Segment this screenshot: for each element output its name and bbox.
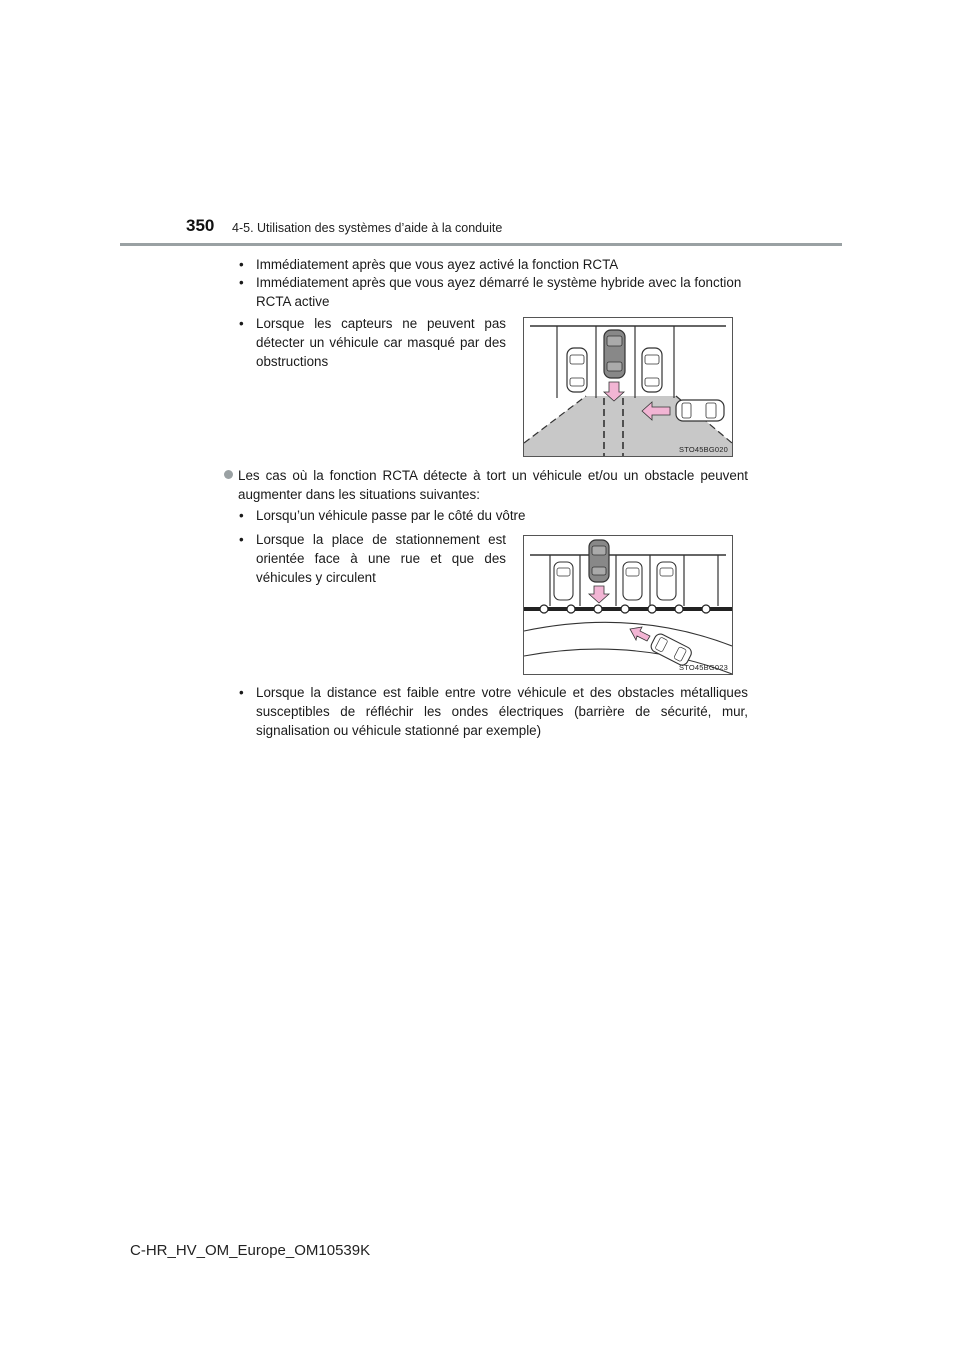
section-title: 4-5. Utilisation des systèmes d’aide à la conduite [232, 221, 503, 235]
parked-car [657, 562, 676, 600]
bullet-item [236, 314, 506, 371]
bullet-icon: • [239, 508, 244, 523]
figure-code: STO45BG023 [679, 663, 728, 672]
bullet-item [236, 255, 748, 274]
bullet-text: Lorsque les capteurs ne peuvent pas détecter un véhicule car masqué par des obstructions [256, 316, 506, 369]
bullet-icon: • [239, 532, 244, 547]
bullet-item [236, 506, 748, 525]
parked-car [554, 562, 573, 600]
figure-rcta-obstruction [523, 317, 733, 457]
bullet-icon: • [239, 685, 244, 700]
document-id: C-HR_HV_OM_Europe_OM10539K [130, 1242, 371, 1259]
bullet-icon: • [239, 275, 244, 290]
bullet-text: Lorsque la distance est faible entre votre véhicule et des obstacles métalliques susceptibles de réfléchir les ondes électriques (barrière de sécurité, mur, signalisation ou véhicule stationné par exemple) [256, 685, 748, 738]
figure-rcta-obstruction-drawing [524, 318, 732, 456]
own-car [589, 540, 609, 582]
figure-code: STO45BG020 [679, 445, 728, 454]
bullet-item [236, 530, 506, 587]
parked-car-right [642, 348, 662, 392]
figure-rcta-street [523, 535, 733, 675]
bullet-text: Lorsque la place de stationnement est orientée face à une rue et que des véhicules y circulent [256, 532, 506, 585]
own-car [604, 330, 625, 378]
page-number: 350 [186, 216, 215, 235]
bullet-icon: • [239, 316, 244, 331]
header-rule [120, 243, 842, 246]
section-intro: Les cas où la fonction RCTA détecte à tort un véhicule et/ou un obstacle peuvent augmenter dans les situations suivantes: [238, 468, 748, 502]
bullet-text: Immédiatement après que vous ayez démarré le système hybride avec la fonction RCTA active [256, 275, 742, 309]
filled-circle-icon [224, 470, 233, 479]
parked-car-left [567, 348, 587, 392]
arrow-down-icon [589, 586, 609, 603]
bullet-text: Lorsqu’un véhicule passe par le côté du vôtre [256, 508, 526, 523]
moving-car [649, 632, 693, 667]
bullet-item [236, 683, 748, 740]
bullet-text: Immédiatement après que vous ayez activé la fonction RCTA [256, 257, 619, 272]
parked-car [623, 562, 642, 600]
figure-rcta-street-drawing [524, 536, 732, 674]
approaching-car [676, 400, 724, 421]
bullet-icon: • [239, 257, 244, 272]
arrow-up-left-icon [630, 627, 650, 641]
bullet-item [236, 273, 748, 311]
